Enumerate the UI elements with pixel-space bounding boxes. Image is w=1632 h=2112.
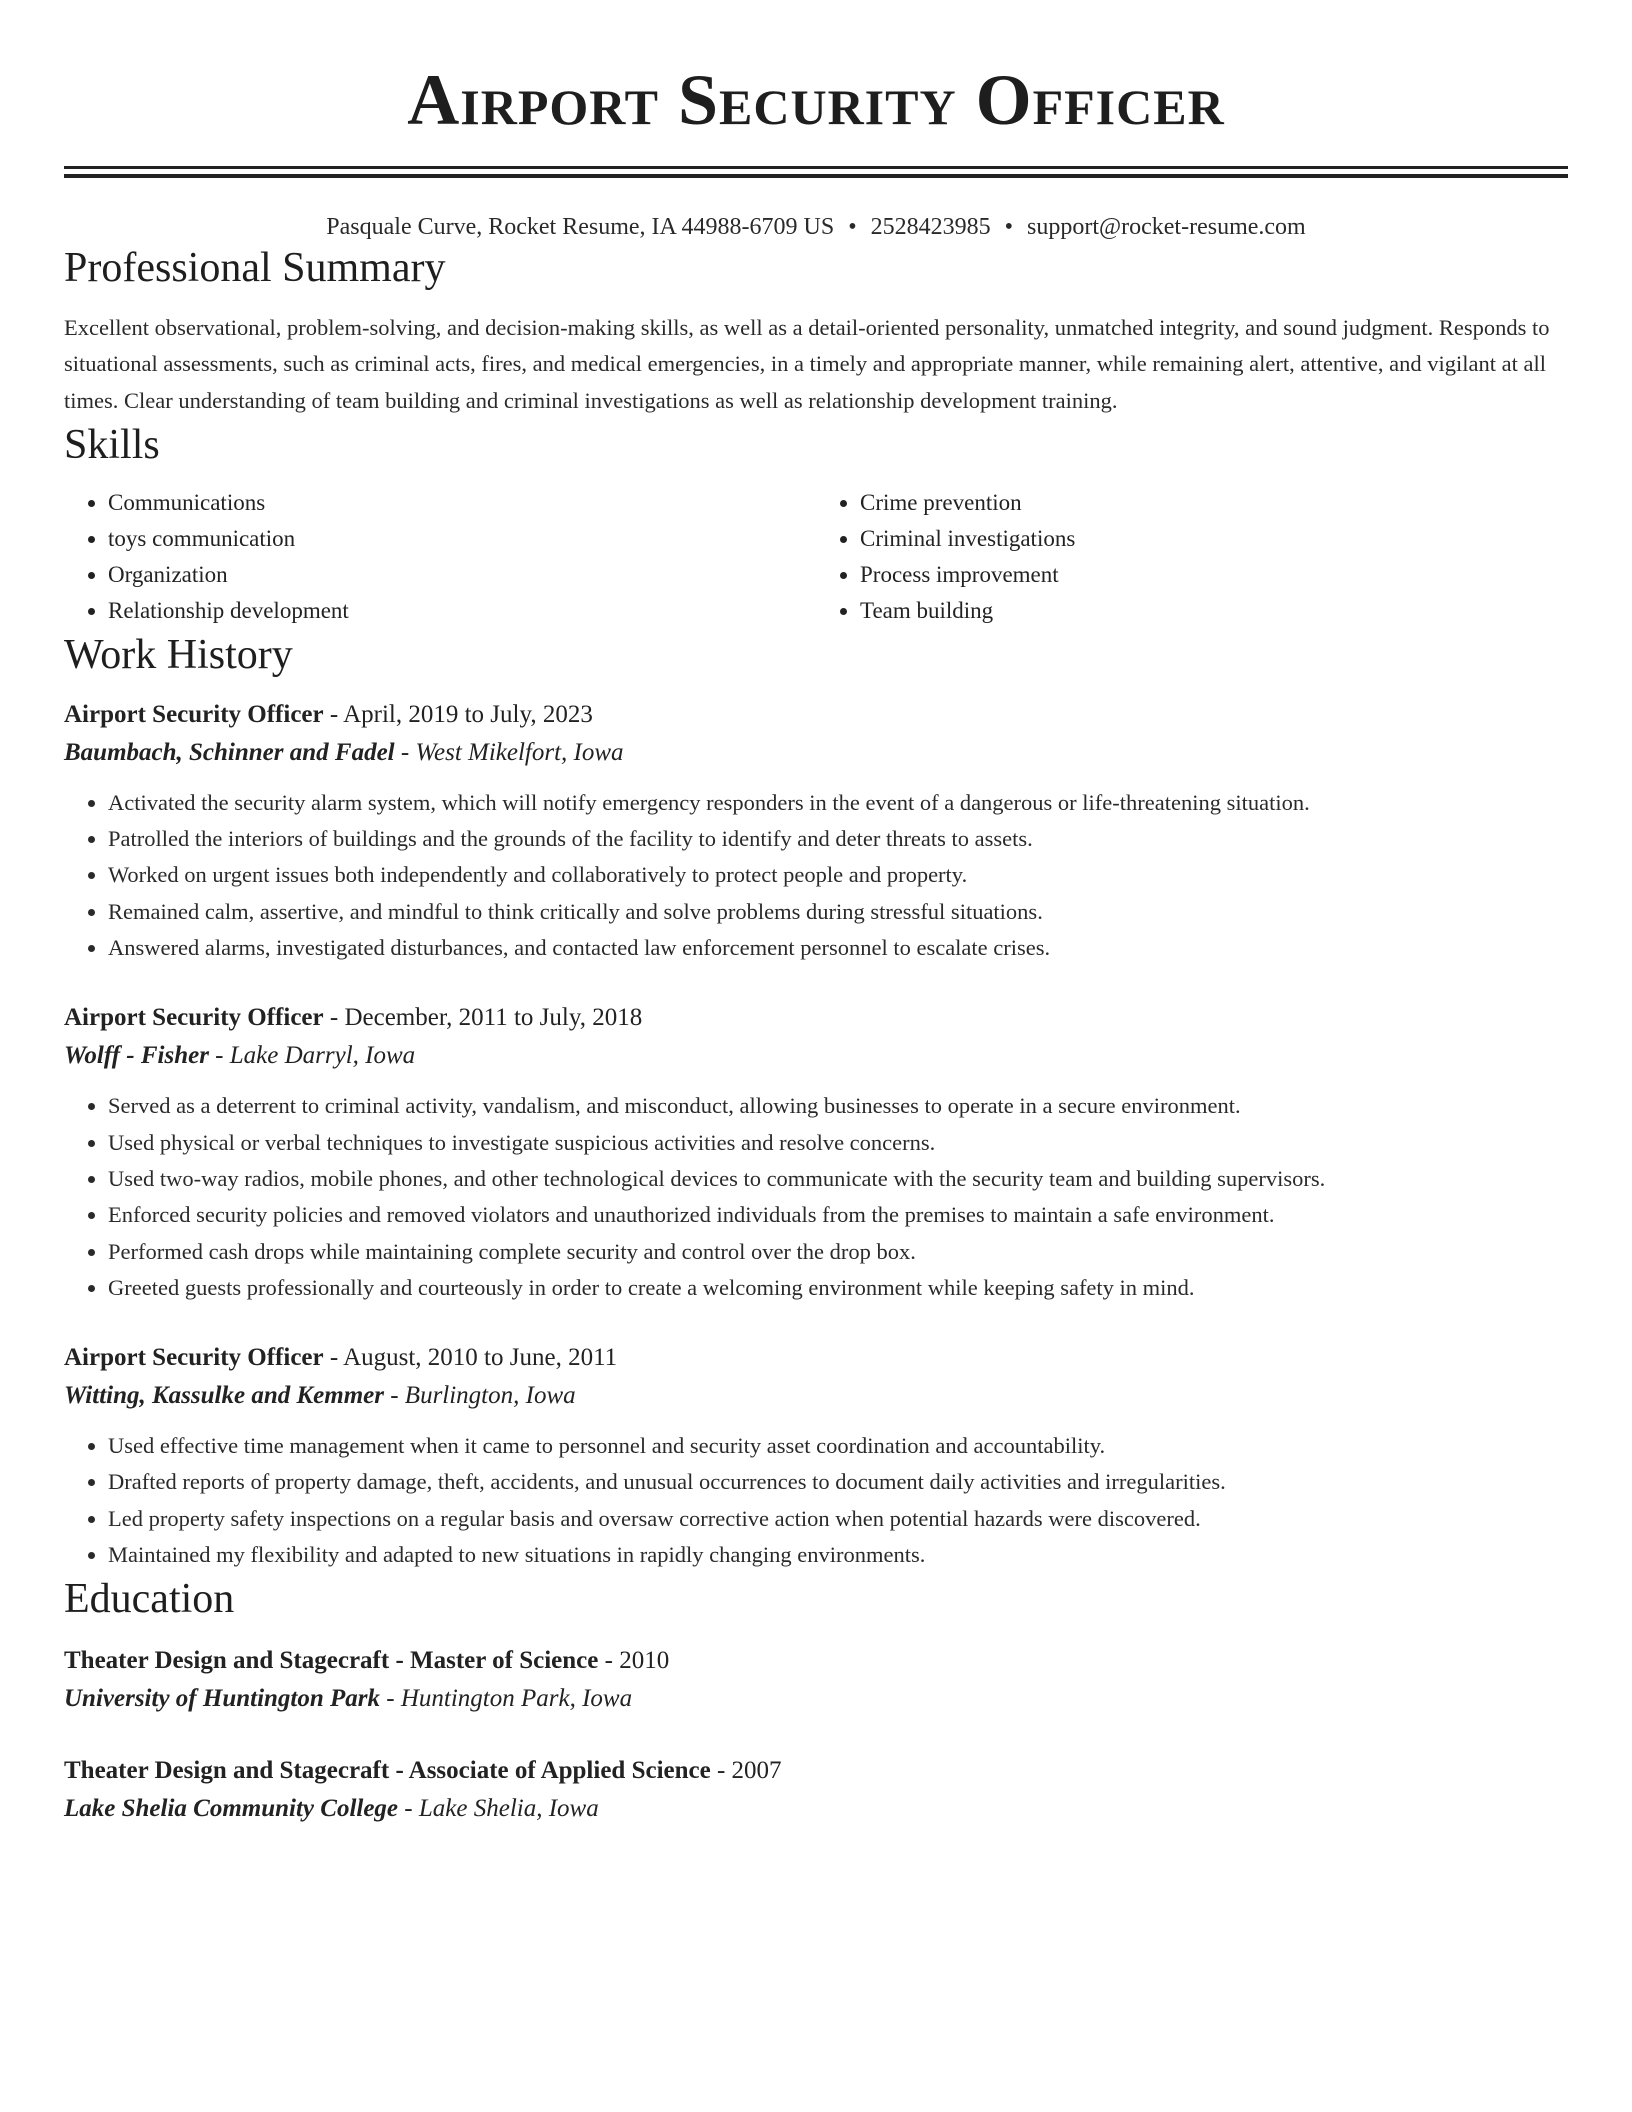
job-title: Airport Security Officer <box>64 1344 324 1372</box>
skills-list <box>64 485 1568 629</box>
contact-address: Pasquale Curve, Rocket Resume, IA 44988-6709 US <box>326 214 835 240</box>
summary-text: Excellent observational, problem-solving, and decision-making skills, as well as a detail-oriented personality, unmatched integrity, and sound judgment. Responds to situational assessments, such as criminal acts, fires, and medical emergencies, in a timely and appropriate manner, while remaining alert, attentive, and vigilant at all times. Clear understanding of team building and criminal investigations as well as relationship development training. <box>64 315 1550 413</box>
skills-column-right <box>816 485 1568 629</box>
job-dates: - April, 2019 to July, 2023 <box>323 700 593 728</box>
job-dates: - December, 2011 to July, 2018 <box>323 1004 643 1032</box>
education-degree: Theater Design and Stagecraft - Master of Science <box>64 1647 599 1675</box>
skill-item: • Relationship development <box>108 593 816 629</box>
education-school: University of Huntington Park <box>64 1685 381 1713</box>
contact-separator: • <box>848 214 857 240</box>
job-header <box>64 697 1568 733</box>
duty-item: • Maintained my flexibility and adapted to new situations in rapidly changing environments. <box>108 1537 1568 1573</box>
job-duties <box>64 785 1568 966</box>
job-entry <box>64 1000 1568 1306</box>
duty-item: • Led property safety inspections on a regular basis and oversaw corrective action when potential hazards were discovered. <box>108 1501 1568 1537</box>
education-entry <box>64 1753 1568 1829</box>
education-school: Lake Shelia Community College <box>64 1795 399 1823</box>
education-degree: Theater Design and Stagecraft - Associate of Applied Science <box>64 1757 711 1785</box>
duty-item: • Activated the security alarm system, which will notify emergency responders in the event of a dangerous or life-threatening situation. <box>108 785 1568 821</box>
duty-item: • Performed cash drops while maintaining complete security and control over the drop box. <box>108 1234 1568 1270</box>
duty-item: • Answered alarms, investigated disturbances, and contacted law enforcement personnel to escalate crises. <box>108 930 1568 966</box>
education-location: - Huntington Park, Iowa <box>380 1685 633 1713</box>
summary-heading: Professional Summary <box>64 245 446 291</box>
contact-phone: 2528423985 <box>870 214 991 240</box>
duty-item: • Drafted reports of property damage, theft, accidents, and unusual occurrences to document daily activities and irregularities. <box>108 1464 1568 1500</box>
job-entry <box>64 697 1568 966</box>
header-rule-bottom <box>64 174 1568 178</box>
job-header <box>64 1340 1568 1376</box>
duty-item: • Used effective time management when it came to personnel and security asset coordination and accountability. <box>108 1428 1568 1464</box>
skill-item: • Team building <box>860 593 1568 629</box>
job-title: Airport Security Officer <box>64 1004 324 1032</box>
job-duties <box>64 1428 1568 1573</box>
contact-separator: • <box>1004 214 1014 240</box>
duty-item: • Remained calm, assertive, and mindful to think critically and solve problems during stressful situations. <box>108 894 1568 930</box>
job-company: Baumbach, Schinner and Fadel <box>64 738 395 766</box>
job-duties <box>64 1088 1568 1306</box>
job-company: Wolff - Fisher <box>64 1042 209 1070</box>
skills-column-left <box>64 485 816 629</box>
skill-item: • Communications <box>108 485 816 521</box>
duty-item: • Used physical or verbal techniques to investigate suspicious activities and resolve concerns. <box>108 1125 1568 1161</box>
job-location: - Burlington, Iowa <box>383 1382 576 1410</box>
duty-item: • Used two-way radios, mobile phones, and other technological devices to communicate with the security team and building supervisors. <box>108 1161 1568 1197</box>
skill-item: • Process improvement <box>860 557 1568 593</box>
duty-item: • Worked on urgent issues both independently and collaboratively to protect people and property. <box>108 857 1568 893</box>
job-header <box>64 1000 1568 1036</box>
work-history-heading: Work History <box>64 631 293 678</box>
education-year: - 2010 <box>598 1647 670 1675</box>
job-company: Witting, Kassulke and Kemmer <box>64 1382 384 1410</box>
resume-name: Airport Security Officer <box>407 60 1225 140</box>
education-entry <box>64 1643 1568 1719</box>
job-employer <box>64 1036 1568 1076</box>
education-location: - Lake Shelia, Iowa <box>398 1795 599 1823</box>
duty-item: • Enforced security policies and removed violators and unauthorized individuals from the premises to maintain a safe environment. <box>108 1197 1568 1233</box>
skills-heading: Skills <box>64 421 160 468</box>
job-employer <box>64 1376 1568 1416</box>
job-dates: - August, 2010 to June, 2011 <box>323 1344 618 1372</box>
job-entry <box>64 1340 1568 1573</box>
header-rule-top <box>64 166 1568 169</box>
skill-item: • Crime prevention <box>860 485 1568 521</box>
skill-item: • Criminal investigations <box>860 521 1568 557</box>
education-year: - 2007 <box>710 1757 782 1785</box>
education-institution <box>64 1789 1568 1829</box>
duty-item: • Served as a deterrent to criminal activity, vandalism, and misconduct, allowing businesses to operate in a secure environment. <box>108 1088 1568 1124</box>
job-location: - Lake Darryl, Iowa <box>208 1042 416 1070</box>
skill-item: • toys communication <box>108 521 816 557</box>
job-title: Airport Security Officer <box>64 700 324 728</box>
duty-item: • Patrolled the interiors of buildings and the grounds of the facility to identify and deter threats to assets. <box>108 821 1568 857</box>
education-heading: Education <box>64 1576 235 1623</box>
job-employer <box>64 733 1568 773</box>
contact-line <box>64 212 1568 242</box>
skill-item: • Organization <box>108 557 816 593</box>
education-header <box>64 1643 1568 1679</box>
education-header <box>64 1753 1568 1789</box>
duty-item: • Greeted guests professionally and courteously in order to create a welcoming environment while keeping safety in mind. <box>108 1270 1568 1306</box>
education-institution <box>64 1679 1568 1719</box>
contact-email: support@rocket-resume.com <box>1027 214 1306 240</box>
job-location: - West Mikelfort, Iowa <box>394 738 624 766</box>
